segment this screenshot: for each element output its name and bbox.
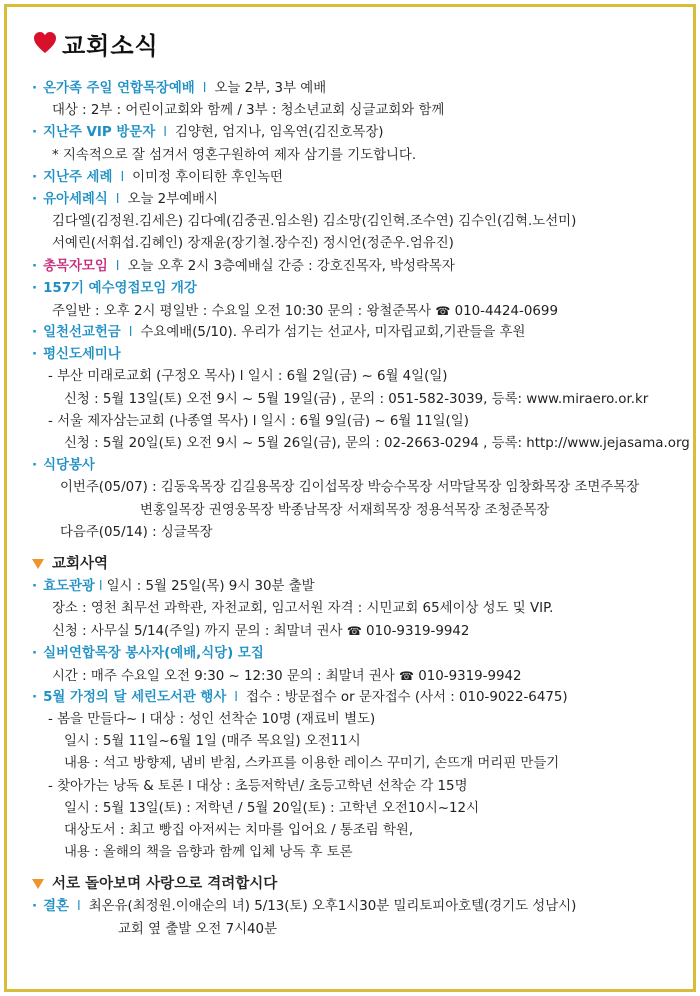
item-detail: 이번주(05/07) : 김동욱목장 김길용목장 김이섭목장 박승수목장 서막달목장 임창화목장 조면주목장 [60, 480, 640, 496]
item-detail: 서예린(서휘섭.김혜인) 장재윤(장기철.장수진) 정시언(정준우.엄유진) [52, 236, 454, 252]
item-library-event: · 5월 가정의 달 세린도서관 행사 l 접수 : 방문접수 or 문자접수 (사서 : 010-9022-6475) [32, 689, 568, 705]
section-encourage: 서로 돌아보며 사랑으로 격려합시다 [32, 872, 682, 896]
item-detail: - 찾아가는 낭독 & 토론 l 대상 : 초등저학년/ 초등고학년 선착순 각 15명 [48, 778, 468, 794]
item-detail: 일시 : 5월 13일(토) : 저학년 / 5월 20일(토) : 고학년 오전10시~12시 [64, 800, 480, 816]
item-baptism: · 지난주 세례 l 이미정 후이티한 후인녹떤 [32, 169, 283, 185]
item-detail: 대상도서 : 최고 빵집 아저씨는 치마를 입어요 / 통조림 학원, [64, 823, 414, 838]
heart-icon [32, 31, 58, 55]
page-title [32, 26, 682, 60]
item-detail: 내용 : 올해의 책을 음향과 함께 입체 낭독 후 토론 [64, 845, 353, 861]
item-detail: 교회 옆 출발 오전 7시40분 [118, 921, 278, 937]
item-detail: 신청 : 사무실 5/14(주일) 까지 문의 : 최말녀 권사 ☎ 010-9319-9942 [52, 624, 470, 640]
item-kitchen-service: · 식당봉사 [32, 458, 95, 474]
item-detail: 장소 : 영천 최무선 과학관, 자천교회, 임고서원 자격 : 시민교회 65세이상 성도 및 VIP. [52, 601, 554, 617]
item-detail: 신청 : 5월 20일(토) 오전 9시 ~ 5월 26일(금), 문의 : 02-2663-0294 , 등록: http://www.jejasama.org [64, 436, 690, 451]
item-detail: 변홍일목장 권영웅목장 박종남목장 서재희목장 정용석목장 조청준목장 [140, 502, 550, 518]
item-detail: - 서울 제자삼는교회 (나종열 목사) l 일시 : 6월 9일(금) ~ 6월 11일(일) [48, 413, 469, 429]
item-detail: - 부산 미래로교회 (구정오 목사) l 일시 : 6월 2일(금) ~ 6월 4일(일) [48, 369, 448, 385]
phone-icon: ☎ [346, 624, 362, 639]
item-detail: 내용 : 석고 방향제, 냄비 받침, 스카프를 이용한 레이스 꾸미기, 손뜨개 머리핀 만들기 [64, 756, 560, 772]
item-detail: 다음주(05/14) : 싱글목장 [60, 524, 213, 540]
triangle-icon [32, 559, 44, 569]
item-detail: 시간 : 매주 수요일 오전 9:30 ~ 12:30 문의 : 최말녀 권사 ☎ 010-9319-9942 [52, 668, 522, 684]
item-mission-offering: · 일천선교헌금 l 수요예배(5/10). 우리가 섬기는 선교사, 미자립교회,기관들을 후원 [32, 325, 526, 341]
phone-icon: ☎ [435, 303, 451, 318]
item-lay-seminar: · 평신도세미나 [32, 347, 121, 363]
item-detail: - 봄을 만들다~ l 대상 : 성인 선착순 10명 (재료비 별도) [48, 712, 376, 728]
triangle-icon [32, 879, 44, 889]
item-welcome-meeting: · 157기 예수영접모임 개강 [32, 280, 197, 296]
item-leaders-meeting: · 총목자모임 l 오늘 오후 2시 3층예배실 간증 : 강호진목자, 박성락목자 [32, 258, 455, 274]
item-detail: 일시 : 5월 11일~6월 1일 (매주 목요일) 오전11시 [64, 734, 361, 750]
item-infant-baptism: · 유아세례식 l 오늘 2부예배시 [32, 191, 218, 207]
item-detail: 김다엘(김정원.김세은) 김다예(김중권.임소원) 김소망(김인혁.조수연) 김수인(김혁.노선미) [52, 214, 577, 230]
section-church-ministry: 교회사역 [32, 552, 682, 576]
item-wedding: · 결혼 l 최온유(최정원.이애순의 녀) 5/13(토) 오후1시30분 밀리토피아호텔(경기도 성남시) [32, 899, 577, 915]
item-family-worship: · 온가족 주일 연합목장예배 l 오늘 2부, 3부 예배 [32, 81, 327, 96]
church-news [32, 26, 690, 941]
item-silver-volunteers: · 실버연합목장 봉사자(예배,식당) 모집 [32, 645, 264, 661]
item-detail: 대상 : 2부 : 어린이교회와 함께 / 3부 : 청소년교회 싱글교회와 함께 [52, 103, 445, 119]
item-detail: * 지속적으로 잘 섬겨서 영혼구원하여 제자 삼기를 기도합니다. [52, 147, 417, 163]
item-vip-visitors: · 지난주 VIP 방문자 l 김양현, 엄지나, 임옥연(김진호목장) [32, 125, 384, 141]
item-detail: 신청 : 5월 13일(토) 오전 9시 ~ 5월 19일(금) , 문의 : 051-582-3039, 등록: www.miraero.or.kr [64, 391, 649, 407]
item-detail: 주일반 : 오후 2시 평일반 : 수요일 오전 10:30 문의 : 왕철준목사 ☎ 010-4424-0699 [52, 303, 558, 319]
phone-icon: ☎ [398, 668, 414, 683]
title-text: 교회소식 [62, 31, 159, 60]
item-filial-tour: · 효도관광 l 일시 : 5월 25일(목) 9시 30분 출발 [32, 578, 315, 594]
